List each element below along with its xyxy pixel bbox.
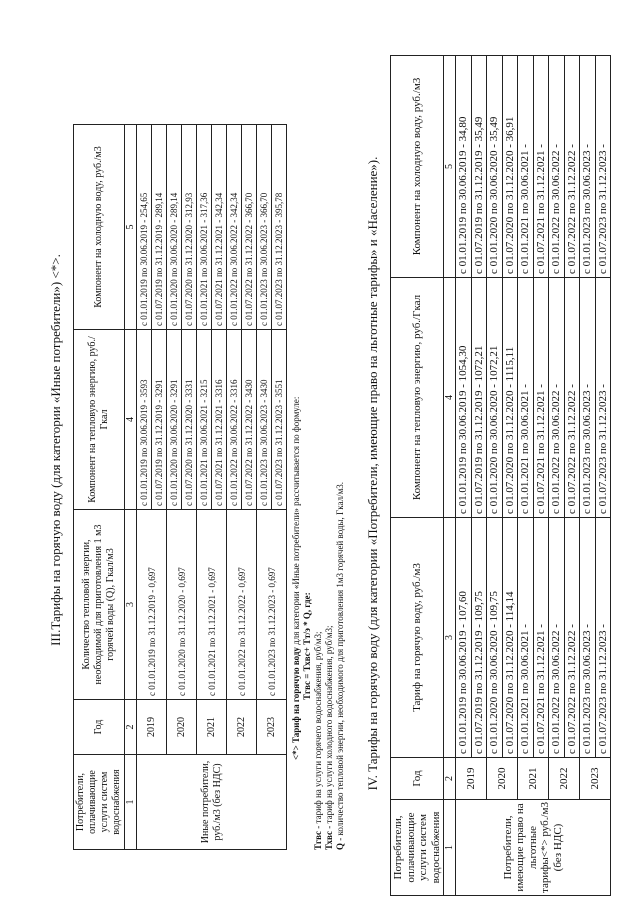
- heat-component-cell: с 01.01.2021 по 30.06.2021 - 3215: [197, 330, 212, 510]
- def-text: - количество тепловой энергии, необходимого для приготовления 1м3 горячей воды, Гкал/м3.: [335, 481, 345, 843]
- heat-component-cell: с 01.07.2019 по 31.12.2019 - 1072,21: [471, 278, 487, 518]
- year-cell: 2020: [487, 758, 518, 800]
- year-cell: 2023: [580, 758, 611, 800]
- table-row: [257, 125, 272, 850]
- year-cell: 2021: [518, 758, 549, 800]
- heat-component-cell: с 01.07.2021 по 31.12.2021 - 3316: [212, 330, 227, 510]
- heat-component-cell: с 01.01.2023 по 30.06.2023 -: [580, 278, 596, 518]
- table-row: [456, 56, 472, 896]
- tariff-cell: с 01.07.2019 по 31.12.2019 - 109,75: [471, 518, 487, 758]
- header-consumers: Потребители, оплачивающие услуги систем водоснабжения: [391, 800, 444, 896]
- column-number: 2: [444, 758, 456, 800]
- column-number: 1: [125, 755, 137, 850]
- heat-quantity-cell: с 01.01.2020 по 31.12.2020 - 0,697: [167, 510, 197, 700]
- cold-component-cell: с 01.07.2021 по 31.12.2021 -: [533, 56, 549, 278]
- def-term: Тгвс: [313, 830, 323, 850]
- section-3: [48, 50, 345, 850]
- note-def-2: [324, 50, 335, 850]
- year-cell: 2022: [227, 700, 257, 755]
- table-row: [167, 125, 182, 850]
- note-tariff: [291, 50, 302, 850]
- cold-component-cell: с 01.01.2022 по 30.06.2022 - 342,34: [227, 125, 242, 330]
- header-year: Год: [74, 700, 125, 755]
- cold-component-cell: с 01.01.2019 по 30.06.2019 - 254,65: [137, 125, 152, 330]
- note-def-1: [313, 50, 324, 850]
- note-tariff-rest: для категории «Иные потребители» рассчитывается по формуле:: [291, 396, 301, 648]
- table-row: [518, 56, 534, 896]
- year-cell: 2023: [257, 700, 287, 755]
- heat-component-cell: с 01.07.2022 по 31.12.2022 -: [564, 278, 580, 518]
- cold-component-cell: с 01.01.2022 по 30.06.2022 -: [549, 56, 565, 278]
- tariff-cell: с 01.01.2023 по 30.06.2023 -: [580, 518, 596, 758]
- heat-component-cell: с 01.07.2020 по 31.12.2020 - 1115,11: [502, 278, 518, 518]
- header-heat-quantity: Количество тепловой энергии, необходимой для приготовления 1 м3 горячей воды (Q), Гкал/м3: [74, 510, 125, 700]
- heat-component-cell: с 01.07.2021 по 31.12.2021 -: [533, 278, 549, 518]
- cold-component-cell: с 01.01.2020 по 30.06.2020 - 289,14: [167, 125, 182, 330]
- heat-component-cell: с 01.07.2023 по 31.12.2023 - 3551: [272, 330, 287, 510]
- heat-component-cell: с 01.01.2023 по 30.06.2023 - 3430: [257, 330, 272, 510]
- tariff-cell: с 01.01.2022 по 30.06.2022 -: [549, 518, 565, 758]
- tariff-cell: с 01.01.2021 по 30.06.2021 -: [518, 518, 534, 758]
- header-year: Год: [391, 758, 444, 800]
- cold-component-cell: с 01.07.2022 по 31.12.2022 - 366,70: [242, 125, 257, 330]
- section-3-title: III.Тарифы на горячую воду (для категории «Иные потребители») <*>.: [48, 254, 63, 646]
- header-heat-component: Компонент на тепловую энергию, руб./Гкал: [391, 278, 444, 518]
- tariff-cell: с 01.07.2020 по 31.12.2020 - 114,14: [502, 518, 518, 758]
- cold-component-cell: с 01.07.2019 по 31.12.2019 - 289,14: [152, 125, 167, 330]
- header-heat-component: Компонент на тепловую энергию, руб./Гкал: [74, 330, 125, 510]
- table-other-consumers: [73, 124, 287, 850]
- formula-text: Тгвс = Тхвс+ Тт/э * Q, где:: [302, 592, 312, 700]
- cold-component-cell: с 01.01.2020 по 30.06.2020 - 35,49: [487, 56, 503, 278]
- cold-component-cell: с 01.07.2021 по 31.12.2021 - 342,34: [212, 125, 227, 330]
- year-cell: 2021: [197, 700, 227, 755]
- cold-component-cell: с 01.07.2023 по 31.12.2023 -: [595, 56, 611, 278]
- heat-component-cell: с 01.07.2020 по 31.12.2020 - 3331: [182, 330, 197, 510]
- heat-component-cell: с 01.01.2021 по 30.06.2021 -: [518, 278, 534, 518]
- table-benefit-consumers: [390, 55, 611, 896]
- def-text: - тариф на услуги горячего водоснабжения, руб/м3;: [313, 631, 323, 831]
- heat-quantity-cell: с 01.01.2021 по 31.12.2021 - 0,697: [197, 510, 227, 700]
- heat-quantity-cell: с 01.01.2019 по 31.12.2019 - 0,697: [137, 510, 167, 700]
- tariff-cell: с 01.07.2022 по 31.12.2022 -: [564, 518, 580, 758]
- cold-component-cell: с 01.07.2020 по 31.12.2020 - 312,93: [182, 125, 197, 330]
- def-term: Тхвс: [324, 830, 334, 850]
- cold-component-cell: с 01.07.2023 по 31.12.2023 - 395,78: [272, 125, 287, 330]
- header-hot-water-tariff: Тариф на горячую воду, руб./м3: [391, 518, 444, 758]
- def-term: Q: [335, 842, 345, 850]
- year-cell: 2020: [167, 700, 197, 755]
- cold-component-cell: с 01.01.2021 по 30.06.2021 - 317,36: [197, 125, 212, 330]
- category-cell: Потребители, имеющие право на льготные тарифы<*> руб./м3 (без НДС): [456, 800, 611, 896]
- heat-component-cell: с 01.07.2023 по 31.12.2023 -: [595, 278, 611, 518]
- cold-component-cell: с 01.01.2023 по 30.06.2023 -: [580, 56, 596, 278]
- table-header-row: [74, 125, 125, 850]
- note-formula: [302, 50, 313, 850]
- header-cold-component: Компонент на холодную воду, руб./м3: [74, 125, 125, 330]
- tariff-cell: с 01.07.2023 по 31.12.2023 -: [595, 518, 611, 758]
- header-consumers: Потребители, оплачивающие услуги систем водоснабжения: [74, 755, 125, 850]
- column-number-row: [125, 125, 137, 850]
- cold-component-cell: с 01.07.2020 по 31.12.2020 - 36,91: [502, 56, 518, 278]
- section-4-title: IV. Тарифы на горячую воду (для категории «Потребители, имеющие право на льготные тарифы» и «Население»).: [365, 156, 380, 791]
- heat-component-cell: с 01.01.2020 по 30.06.2020 - 1072,21: [487, 278, 503, 518]
- cold-component-cell: с 01.07.2019 по 31.12.2019 - 35,49: [471, 56, 487, 278]
- heat-component-cell: с 01.01.2022 по 30.06.2022 -: [549, 278, 565, 518]
- heat-component-cell: с 01.01.2019 по 30.06.2019 - 1054,30: [456, 278, 472, 518]
- tariff-cell: с 01.01.2019 по 30.06.2019 - 107,60: [456, 518, 472, 758]
- heat-component-cell: с 01.01.2020 по 30.06.2020 - 3291: [167, 330, 182, 510]
- column-number: 5: [444, 56, 456, 278]
- year-cell: 2022: [549, 758, 580, 800]
- heat-component-cell: с 01.07.2019 по 31.12.2019 - 3291: [152, 330, 167, 510]
- heat-component-cell: с 01.01.2019 по 30.06.2019 - 3593: [137, 330, 152, 510]
- column-number: 4: [444, 278, 456, 518]
- column-number: 1: [444, 800, 456, 896]
- cold-component-cell: с 01.01.2021 по 30.06.2021 -: [518, 56, 534, 278]
- tariff-cell: с 01.01.2020 по 30.06.2020 - 109,75: [487, 518, 503, 758]
- heat-component-cell: с 01.07.2022 по 31.12.2022 - 3430: [242, 330, 257, 510]
- cold-component-cell: с 01.01.2019 по 30.06.2019 - 34,80: [456, 56, 472, 278]
- tariff-cell: с 01.07.2021 по 31.12.2021 -: [533, 518, 549, 758]
- column-number: 2: [125, 700, 137, 755]
- year-cell: 2019: [137, 700, 167, 755]
- heat-component-cell: с 01.01.2022 по 30.06.2022 - 3316: [227, 330, 242, 510]
- table-header-row: [391, 56, 444, 896]
- table-row: [487, 56, 503, 896]
- category-cell: Иные потребители, руб./м3 (без НДС): [137, 755, 287, 850]
- heat-quantity-cell: с 01.01.2022 по 31.12.2022 - 0,697: [227, 510, 257, 700]
- column-number-row: [444, 56, 456, 896]
- cold-component-cell: с 01.07.2022 по 31.12.2022 -: [564, 56, 580, 278]
- table-row: [137, 125, 152, 850]
- column-number: 5: [125, 125, 137, 330]
- note-def-3: [335, 50, 346, 850]
- note-tariff-bold: Тариф на горячую воду: [291, 647, 301, 743]
- formula-notes: [291, 50, 346, 850]
- table-row: [227, 125, 242, 850]
- heat-quantity-cell: с 01.01.2023 по 31.12.2023 - 0,697: [257, 510, 287, 700]
- table-row: [549, 56, 565, 896]
- note-asterisk: <*>: [291, 745, 301, 760]
- table-row: [197, 125, 212, 850]
- column-number: 3: [444, 518, 456, 758]
- column-number: 4: [125, 330, 137, 510]
- table-row: [580, 56, 596, 896]
- year-cell: 2019: [456, 758, 487, 800]
- section-4: [365, 51, 635, 896]
- cold-component-cell: с 01.01.2023 по 30.06.2023 - 366,70: [257, 125, 272, 330]
- column-number: 3: [125, 510, 137, 700]
- header-cold-component: Компонент на холодную воду, руб./м3: [391, 56, 444, 278]
- def-text: - тариф на услуги холодного водоснабжения, руб/м3;: [324, 625, 334, 831]
